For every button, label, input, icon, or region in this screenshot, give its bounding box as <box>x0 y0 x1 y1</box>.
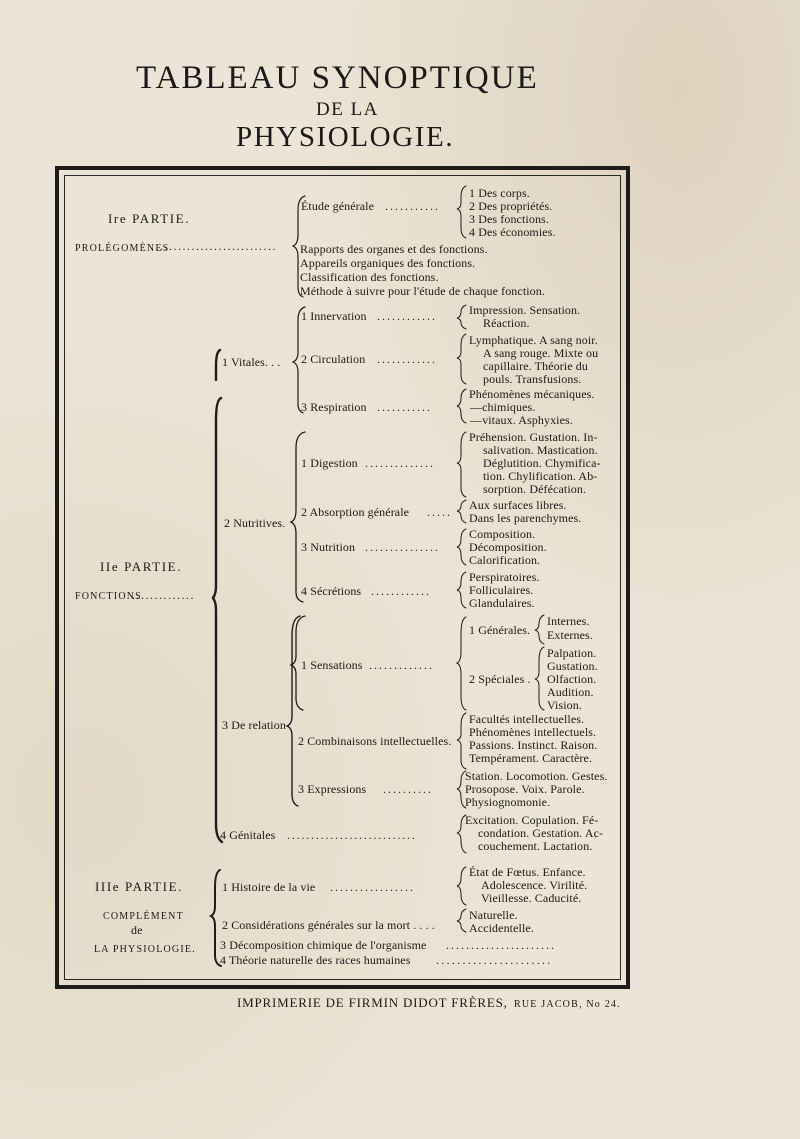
genitales-item-2: condation. Gestation. Ac- <box>478 826 604 840</box>
combinaisons-item-2: Phénomènes intellectuels. <box>469 725 597 739</box>
circulation-item-1: Lymphatique. A sang noir. <box>469 333 598 347</box>
fonctions-label: FONCTIONS <box>75 591 142 602</box>
etude-item-2: 2 Des propriétés. <box>469 199 553 213</box>
prol-item-3: Classification des fonctions. <box>300 270 439 284</box>
nutrition-item-2: Décomposition. <box>469 540 547 554</box>
digestion-label: 1 Digestion <box>301 456 358 470</box>
nutritives-label: 2 Nutritives. <box>224 516 286 530</box>
circulation-leader: ............ <box>377 352 437 366</box>
nutrition-item-1: Composition. <box>469 527 536 541</box>
genitales-item-3: couchement. Lactation. <box>478 839 593 853</box>
part3-label: IIIe PARTIE. <box>95 879 183 894</box>
speciales-label: 2 Spéciales . <box>469 672 531 686</box>
part2-label: IIe PARTIE. <box>100 559 183 574</box>
digestion-item-4: tion. Chylification. Ab- <box>483 469 598 483</box>
complement-line-1: COMPLÉMENT <box>103 911 184 922</box>
digestion-item-1: Préhension. Gustation. In- <box>469 430 598 444</box>
considerations-item-2: Accidentelle. <box>469 921 534 935</box>
considerations-item-1: Naturelle. <box>469 908 518 922</box>
footer-address: RUE JACOB, No 24. <box>514 999 621 1010</box>
speciales-item-1: Palpation. <box>547 646 597 660</box>
genitales-label: 4 Génitales <box>220 828 276 842</box>
digestion-item-5: sorption. Défécation. <box>483 482 587 496</box>
nutrition-leader: ............... <box>365 540 440 554</box>
secretions-item-3: Glandulaires. <box>469 596 535 610</box>
brace-secretions <box>457 572 466 608</box>
combinaisons-label: 2 Combinaisons intellectuelles. <box>298 734 452 748</box>
fonctions-leader: .............. <box>132 588 195 602</box>
brace-nutrition <box>457 529 466 565</box>
histoire-leader: ................. <box>330 880 415 894</box>
circulation-item-4: pouls. Transfusions. <box>483 372 582 386</box>
brace-etude <box>457 186 466 238</box>
brace-innervation <box>457 305 466 329</box>
respiration-label: 3 Respiration <box>301 400 367 414</box>
complement-line-3: LA PHYSIOLOGIE. <box>94 944 196 955</box>
speciales-item-5: Vision. <box>547 698 582 712</box>
histoire-item-3: Vieillesse. Caducité. <box>481 891 582 905</box>
innervation-item-2: Réaction. <box>483 316 530 330</box>
brace-absorption <box>457 500 466 523</box>
circulation-item-2: A sang rouge. Mixte ou <box>483 346 599 360</box>
genitales-item-1: Excitation. Copulation. Fé- <box>465 813 599 827</box>
combinaisons-item-3: Passions. Instinct. Raison. <box>469 738 598 752</box>
speciales-item-4: Audition. <box>547 685 594 699</box>
relation-label: 3 De relation <box>222 718 286 732</box>
combinaisons-item-1: Facultés intellectuelles. <box>469 712 585 726</box>
histoire-label: 1 Histoire de la vie <box>222 880 316 894</box>
secretions-label: 4 Sécrétions <box>301 584 362 598</box>
brace-fonctions <box>213 350 222 842</box>
expressions-label: 3 Expressions <box>298 782 367 796</box>
secretions-leader: ............ <box>371 584 431 598</box>
title-line-2: DE LA <box>316 99 379 120</box>
brace-respiration <box>457 389 466 423</box>
respiration-item-3: —vitaux. Asphyxies. <box>470 413 573 427</box>
respiration-leader: ........... <box>377 400 432 414</box>
sensations-leader: ............. <box>369 658 434 672</box>
part1-label: Ire PARTIE. <box>108 211 191 226</box>
circulation-item-3: capillaire. Théorie du <box>483 359 588 373</box>
expressions-item-2: Prosopose. Voix. Parole. <box>465 782 585 796</box>
prolegomenes-label: PROLÉGOMÈNES <box>75 243 170 254</box>
expressions-leader: .......... <box>383 782 433 796</box>
generales-label: 1 Générales. <box>469 623 531 637</box>
etude-item-4: 4 Des économies. <box>469 225 556 239</box>
respiration-item-2: —chimiques. <box>470 400 536 414</box>
brace-generales <box>535 615 544 644</box>
speciales-item-2: Gustation. <box>547 659 598 673</box>
expressions-item-3: Physiognomonie. <box>465 795 551 809</box>
complement-line-2: de <box>131 923 143 937</box>
theorie-leader: ...................... <box>436 953 553 967</box>
speciales-item-3: Olfaction. <box>547 672 597 686</box>
genitales-leader: ........................... <box>287 828 417 842</box>
prolegomenes-leader: ............................ <box>151 239 277 253</box>
etude-item-3: 3 Des fonctions. <box>469 212 549 226</box>
innervation-item-1: Impression. Sensation. <box>469 303 581 317</box>
etude-item-1: 1 Des corps. <box>469 186 530 200</box>
etude-leader: ........... <box>385 199 440 213</box>
circulation-label: 2 Circulation <box>301 352 366 366</box>
expressions-item-1: Station. Locomotion. Gestes. <box>465 769 608 783</box>
brace-circulation <box>457 334 466 384</box>
innervation-leader: ............ <box>377 309 437 323</box>
secretions-item-1: Perspiratoires. <box>469 570 540 584</box>
histoire-item-2: Adolescence. Virilité. <box>481 878 588 892</box>
brace-sens-types <box>457 617 466 710</box>
brace-relation <box>287 616 300 806</box>
brace-considerations <box>457 909 466 932</box>
title-line-1: TABLEAU SYNOPTIQUE <box>136 60 539 96</box>
nutrition-item-3: Calorification. <box>469 553 541 567</box>
considerations-label: 2 Considérations générales sur la mort . . . . <box>222 918 435 932</box>
brace-speciales <box>535 647 544 710</box>
absorption-leader: ..... <box>427 505 452 519</box>
etude-label: Étude générale <box>301 199 375 213</box>
absorption-item-2: Dans les parenchymes. <box>469 511 582 525</box>
theorie-label: 4 Théorie naturelle des races humaines <box>220 953 411 967</box>
brace-combinaisons <box>457 713 466 769</box>
respiration-item-1: Phénomènes mécaniques. <box>469 387 595 401</box>
combinaisons-item-4: Tempérament. Caractère. <box>469 751 593 765</box>
innervation-label: 1 Innervation <box>301 309 367 323</box>
title-line-3: PHYSIOLOGIE. <box>236 121 455 153</box>
secretions-item-2: Folliculaires. <box>469 583 534 597</box>
digestion-item-2: salivation. Mastication. <box>483 443 598 457</box>
prol-item-2: Appareils organiques des fonctions. <box>300 256 476 270</box>
prol-item-4: Méthode à suivre pour l'étude de chaque fonction. <box>300 284 545 298</box>
nutrition-label: 3 Nutrition <box>301 540 356 554</box>
histoire-item-1: État de Fœtus. Enfance. <box>469 865 586 879</box>
absorption-label: 2 Absorption générale <box>301 505 410 519</box>
footer-printer: IMPRIMERIE DE FIRMIN DIDOT FRÈRES, <box>237 995 508 1010</box>
prol-item-1: Rapports des organes et des fonctions. <box>300 242 488 256</box>
brace-histoire <box>457 867 466 905</box>
digestion-item-3: Déglutition. Chymifica- <box>483 456 601 470</box>
decomposition-label: 3 Décomposition chimique de l'organisme <box>220 938 427 952</box>
digestion-leader: .............. <box>365 456 435 470</box>
generales-item-1: Internes. <box>547 614 590 628</box>
decomposition-leader: ...................... <box>446 938 556 952</box>
vitales-label: 1 Vitales. . . <box>222 355 281 369</box>
absorption-item-1: Aux surfaces libres. <box>469 498 567 512</box>
generales-item-2: Externes. <box>547 628 593 642</box>
brace-digestion <box>457 432 466 497</box>
sensations-label: 1 Sensations <box>301 658 363 672</box>
